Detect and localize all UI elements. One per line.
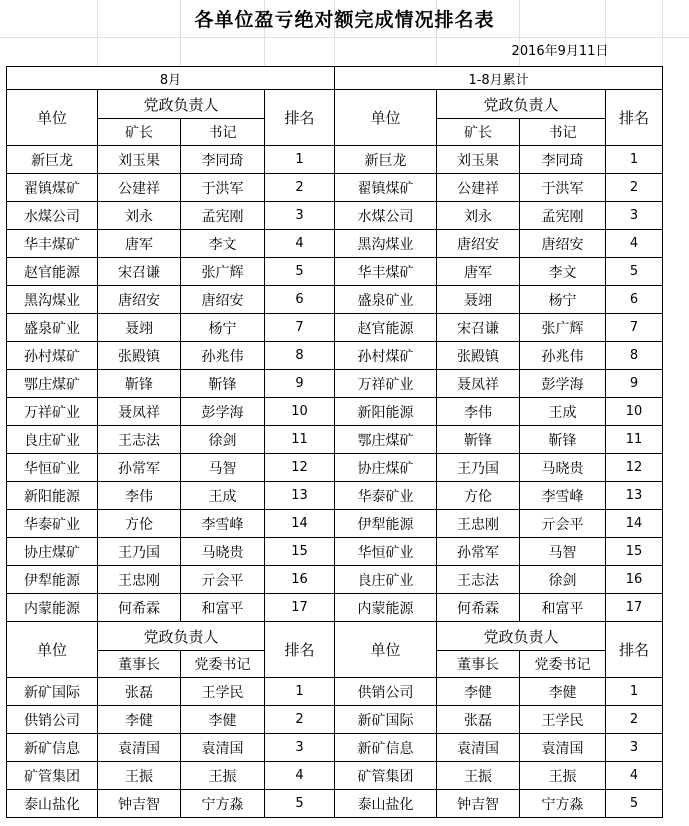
cumulative-leader-1: 王振 — [437, 762, 520, 790]
cumulative-rank-value: 4 — [606, 762, 663, 790]
month-rank-value: 2 — [265, 174, 335, 202]
month-leader-1: 袁清国 — [98, 734, 181, 762]
month-unit-name: 鄂庄煤矿 — [7, 370, 98, 398]
cumulative-unit-name: 万祥矿业 — [335, 370, 437, 398]
cumulative-unit-name: 黑沟煤业 — [335, 230, 437, 258]
header-rank: 排名 — [265, 622, 335, 678]
month-rank-value: 7 — [265, 314, 335, 342]
cumulative-rank-value: 5 — [606, 258, 663, 286]
cumulative-leader-1: 王忠刚 — [437, 510, 520, 538]
cumulative-unit-name: 内蒙能源 — [335, 594, 437, 622]
table-row — [7, 538, 663, 566]
header-secretary: 书记 — [181, 119, 265, 146]
cumulative-leader-2: 马智 — [520, 538, 606, 566]
table-row — [7, 762, 663, 790]
table-row — [7, 286, 663, 314]
table-row — [7, 202, 663, 230]
month-leader-2: 孙兆伟 — [181, 342, 265, 370]
month-unit-name: 内蒙能源 — [7, 594, 98, 622]
ranking-table — [6, 66, 663, 818]
month-unit-name: 盛泉矿业 — [7, 314, 98, 342]
cumulative-rank-value: 2 — [606, 174, 663, 202]
cumulative-leader-2: 李健 — [520, 678, 606, 706]
cumulative-rank-value: 2 — [606, 706, 663, 734]
month-leader-1: 聂凤祥 — [98, 398, 181, 426]
cumulative-leader-2: 马晓贵 — [520, 454, 606, 482]
header-mine-head: 矿长 — [437, 119, 520, 146]
month-leader-2: 马晓贵 — [181, 538, 265, 566]
cumulative-leader-2: 孟宪刚 — [520, 202, 606, 230]
cumulative-rank-value: 4 — [606, 230, 663, 258]
cumulative-unit-name: 新矿信息 — [335, 734, 437, 762]
cumulative-unit-name: 赵官能源 — [335, 314, 437, 342]
header-chairman: 董事长 — [437, 651, 520, 678]
table-row — [7, 706, 663, 734]
grid-line — [0, 37, 689, 38]
month-leader-1: 张殿镇 — [98, 342, 181, 370]
header-leaders: 党政负责人 — [437, 622, 606, 651]
cumulative-rank-value: 3 — [606, 734, 663, 762]
month-leader-1: 王乃国 — [98, 538, 181, 566]
cumulative-rank-value: 16 — [606, 566, 663, 594]
month-leader-2: 徐剑 — [181, 426, 265, 454]
cumulative-leader-1: 王志法 — [437, 566, 520, 594]
cumulative-unit-name: 泰山盐化 — [335, 790, 437, 818]
header-unit: 单位 — [7, 90, 98, 146]
cumulative-leader-2: 彭学海 — [520, 370, 606, 398]
month-unit-name: 伊犁能源 — [7, 566, 98, 594]
month-leader-1: 王志法 — [98, 426, 181, 454]
table-row — [7, 342, 663, 370]
table-row — [7, 146, 663, 174]
table-row — [7, 482, 663, 510]
cumulative-leader-2: 徐剑 — [520, 566, 606, 594]
month-rank-value: 5 — [265, 790, 335, 818]
cumulative-leader-2: 李文 — [520, 258, 606, 286]
month-leader-1: 公建祥 — [98, 174, 181, 202]
month-leader-2: 李雪峰 — [181, 510, 265, 538]
cumulative-unit-name: 协庄煤矿 — [335, 454, 437, 482]
month-leader-2: 李健 — [181, 706, 265, 734]
month-unit-name: 新矿信息 — [7, 734, 98, 762]
month-leader-2: 彭学海 — [181, 398, 265, 426]
header-leaders: 党政负责人 — [98, 622, 265, 651]
month-leader-2: 王学民 — [181, 678, 265, 706]
cumulative-unit-name: 新矿国际 — [335, 706, 437, 734]
table-row — [7, 510, 663, 538]
cumulative-rank-value: 1 — [606, 146, 663, 174]
month-rank-value: 14 — [265, 510, 335, 538]
month-unit-name: 华丰煤矿 — [7, 230, 98, 258]
cumulative-rank-value: 11 — [606, 426, 663, 454]
month-unit-name: 新巨龙 — [7, 146, 98, 174]
cumulative-leader-2: 和富平 — [520, 594, 606, 622]
month-leader-1: 张磊 — [98, 678, 181, 706]
cumulative-unit-name: 伊犁能源 — [335, 510, 437, 538]
month-rank-value: 13 — [265, 482, 335, 510]
header-leaders: 党政负责人 — [98, 90, 265, 119]
month-unit-name: 黑沟煤业 — [7, 286, 98, 314]
cumulative-unit-name: 翟镇煤矿 — [335, 174, 437, 202]
table-row — [7, 678, 663, 706]
period-cumulative: 1-8月累计 — [335, 67, 663, 90]
cumulative-leader-1: 张殿镇 — [437, 342, 520, 370]
cumulative-leader-1: 靳锋 — [437, 426, 520, 454]
table-row — [7, 398, 663, 426]
month-unit-name: 华恒矿业 — [7, 454, 98, 482]
cumulative-leader-1: 刘玉果 — [437, 146, 520, 174]
month-unit-name: 赵官能源 — [7, 258, 98, 286]
cumulative-leader-1: 何希霖 — [437, 594, 520, 622]
cumulative-leader-2: 靳锋 — [520, 426, 606, 454]
cumulative-unit-name: 新阳能源 — [335, 398, 437, 426]
month-rank-value: 3 — [265, 734, 335, 762]
cumulative-unit-name: 水煤公司 — [335, 202, 437, 230]
table-row — [7, 594, 663, 622]
month-leader-1: 刘玉果 — [98, 146, 181, 174]
cumulative-unit-name: 良庄矿业 — [335, 566, 437, 594]
month-rank-value: 4 — [265, 762, 335, 790]
cumulative-unit-name: 新巨龙 — [335, 146, 437, 174]
cumulative-rank-value: 7 — [606, 314, 663, 342]
month-rank-value: 16 — [265, 566, 335, 594]
page-title: 各单位盈亏绝对额完成情况排名表 — [194, 9, 495, 31]
cumulative-leader-2: 袁清国 — [520, 734, 606, 762]
cumulative-leader-2: 张广辉 — [520, 314, 606, 342]
month-unit-name: 华泰矿业 — [7, 510, 98, 538]
table-row — [7, 174, 663, 202]
month-leader-1: 靳锋 — [98, 370, 181, 398]
month-leader-1: 何希霖 — [98, 594, 181, 622]
cumulative-leader-2: 孙兆伟 — [520, 342, 606, 370]
month-rank-value: 3 — [265, 202, 335, 230]
cumulative-leader-1: 钟吉智 — [437, 790, 520, 818]
month-leader-2: 王成 — [181, 482, 265, 510]
month-leader-1: 王振 — [98, 762, 181, 790]
month-unit-name: 新矿国际 — [7, 678, 98, 706]
cumulative-rank-value: 10 — [606, 398, 663, 426]
month-unit-name: 翟镇煤矿 — [7, 174, 98, 202]
table-row — [7, 230, 663, 258]
month-leader-2: 亓会平 — [181, 566, 265, 594]
header-rank: 排名 — [606, 90, 663, 146]
header-chairman: 董事长 — [98, 651, 181, 678]
month-rank-value: 4 — [265, 230, 335, 258]
cumulative-leader-1: 刘永 — [437, 202, 520, 230]
cumulative-rank-value: 12 — [606, 454, 663, 482]
cumulative-rank-value: 8 — [606, 342, 663, 370]
cumulative-rank-value: 17 — [606, 594, 663, 622]
month-unit-name: 协庄煤矿 — [7, 538, 98, 566]
month-unit-name: 供销公司 — [7, 706, 98, 734]
month-leader-1: 聂翊 — [98, 314, 181, 342]
cumulative-leader-1: 唐军 — [437, 258, 520, 286]
report-date: 2016年9月11日 — [511, 44, 609, 59]
month-leader-1: 唐绍安 — [98, 286, 181, 314]
month-leader-1: 刘永 — [98, 202, 181, 230]
month-leader-2: 和富平 — [181, 594, 265, 622]
month-leader-1: 唐军 — [98, 230, 181, 258]
month-leader-2: 宁方淼 — [181, 790, 265, 818]
header-leaders: 党政负责人 — [437, 90, 606, 119]
month-rank-value: 1 — [265, 146, 335, 174]
cumulative-leader-2: 亓会平 — [520, 510, 606, 538]
header-party-secretary: 党委书记 — [181, 651, 265, 678]
month-rank-value: 9 — [265, 370, 335, 398]
cumulative-leader-1: 王乃国 — [437, 454, 520, 482]
cumulative-unit-name: 供销公司 — [335, 678, 437, 706]
cumulative-leader-2: 宁方淼 — [520, 790, 606, 818]
month-leader-2: 袁清国 — [181, 734, 265, 762]
table-row — [7, 454, 663, 482]
month-unit-name: 良庄矿业 — [7, 426, 98, 454]
month-leader-2: 靳锋 — [181, 370, 265, 398]
month-leader-1: 李伟 — [98, 482, 181, 510]
month-rank-value: 17 — [265, 594, 335, 622]
cumulative-rank-value: 1 — [606, 678, 663, 706]
cumulative-leader-1: 聂凤祥 — [437, 370, 520, 398]
cumulative-leader-1: 孙常军 — [437, 538, 520, 566]
cumulative-leader-2: 杨宁 — [520, 286, 606, 314]
month-unit-name: 水煤公司 — [7, 202, 98, 230]
cumulative-leader-2: 王成 — [520, 398, 606, 426]
cumulative-leader-1: 李健 — [437, 678, 520, 706]
month-rank-value: 6 — [265, 286, 335, 314]
cumulative-rank-value: 15 — [606, 538, 663, 566]
month-unit-name: 矿管集团 — [7, 762, 98, 790]
month-leader-1: 钟吉智 — [98, 790, 181, 818]
header-rank: 排名 — [265, 90, 335, 146]
cumulative-leader-1: 张磊 — [437, 706, 520, 734]
month-leader-2: 马智 — [181, 454, 265, 482]
month-leader-2: 李文 — [181, 230, 265, 258]
month-rank-value: 5 — [265, 258, 335, 286]
period-month: 8月 — [7, 67, 335, 90]
month-leader-1: 李健 — [98, 706, 181, 734]
header-unit: 单位 — [7, 622, 98, 678]
cumulative-rank-value: 14 — [606, 510, 663, 538]
month-unit-name: 泰山盐化 — [7, 790, 98, 818]
cumulative-unit-name: 华丰煤矿 — [335, 258, 437, 286]
cumulative-unit-name: 盛泉矿业 — [335, 286, 437, 314]
month-leader-2: 孟宪刚 — [181, 202, 265, 230]
cumulative-leader-1: 唐绍安 — [437, 230, 520, 258]
cumulative-leader-1: 李伟 — [437, 398, 520, 426]
month-rank-value: 15 — [265, 538, 335, 566]
month-leader-2: 唐绍安 — [181, 286, 265, 314]
cumulative-unit-name: 华恒矿业 — [335, 538, 437, 566]
cumulative-rank-value: 5 — [606, 790, 663, 818]
cumulative-leader-1: 聂翊 — [437, 286, 520, 314]
cumulative-leader-2: 李同琦 — [520, 146, 606, 174]
cumulative-leader-1: 方伦 — [437, 482, 520, 510]
table-row — [7, 566, 663, 594]
cumulative-unit-name: 鄂庄煤矿 — [335, 426, 437, 454]
header-mine-head: 矿长 — [98, 119, 181, 146]
cumulative-leader-1: 袁清国 — [437, 734, 520, 762]
header-unit: 单位 — [335, 622, 437, 678]
month-leader-2: 杨宁 — [181, 314, 265, 342]
month-unit-name: 新阳能源 — [7, 482, 98, 510]
month-rank-value: 2 — [265, 706, 335, 734]
cumulative-leader-1: 公建祥 — [437, 174, 520, 202]
cumulative-leader-2: 李雪峰 — [520, 482, 606, 510]
month-leader-1: 宋召谦 — [98, 258, 181, 286]
cumulative-unit-name: 孙村煤矿 — [335, 342, 437, 370]
cumulative-rank-value: 9 — [606, 370, 663, 398]
month-rank-value: 10 — [265, 398, 335, 426]
table-row — [7, 370, 663, 398]
month-leader-2: 于洪军 — [181, 174, 265, 202]
month-leader-2: 王振 — [181, 762, 265, 790]
cumulative-rank-value: 6 — [606, 286, 663, 314]
month-leader-2: 张广辉 — [181, 258, 265, 286]
header-unit: 单位 — [335, 90, 437, 146]
header-secretary: 书记 — [520, 119, 606, 146]
month-rank-value: 1 — [265, 678, 335, 706]
month-leader-1: 王忠刚 — [98, 566, 181, 594]
table-row — [7, 734, 663, 762]
cumulative-rank-value: 3 — [606, 202, 663, 230]
table-row — [7, 258, 663, 286]
month-unit-name: 孙村煤矿 — [7, 342, 98, 370]
month-leader-2: 李同琦 — [181, 146, 265, 174]
cumulative-leader-1: 宋召谦 — [437, 314, 520, 342]
month-rank-value: 11 — [265, 426, 335, 454]
header-rank: 排名 — [606, 622, 663, 678]
cumulative-unit-name: 华泰矿业 — [335, 482, 437, 510]
cumulative-leader-2: 于洪军 — [520, 174, 606, 202]
cumulative-leader-2: 王学民 — [520, 706, 606, 734]
table-row — [7, 314, 663, 342]
cumulative-leader-2: 王振 — [520, 762, 606, 790]
month-leader-1: 孙常军 — [98, 454, 181, 482]
month-rank-value: 8 — [265, 342, 335, 370]
header-party-secretary: 党委书记 — [520, 651, 606, 678]
month-rank-value: 12 — [265, 454, 335, 482]
table-row — [7, 426, 663, 454]
cumulative-rank-value: 13 — [606, 482, 663, 510]
cumulative-leader-2: 唐绍安 — [520, 230, 606, 258]
month-unit-name: 万祥矿业 — [7, 398, 98, 426]
table-row — [7, 790, 663, 818]
cumulative-unit-name: 矿管集团 — [335, 762, 437, 790]
month-leader-1: 方伦 — [98, 510, 181, 538]
